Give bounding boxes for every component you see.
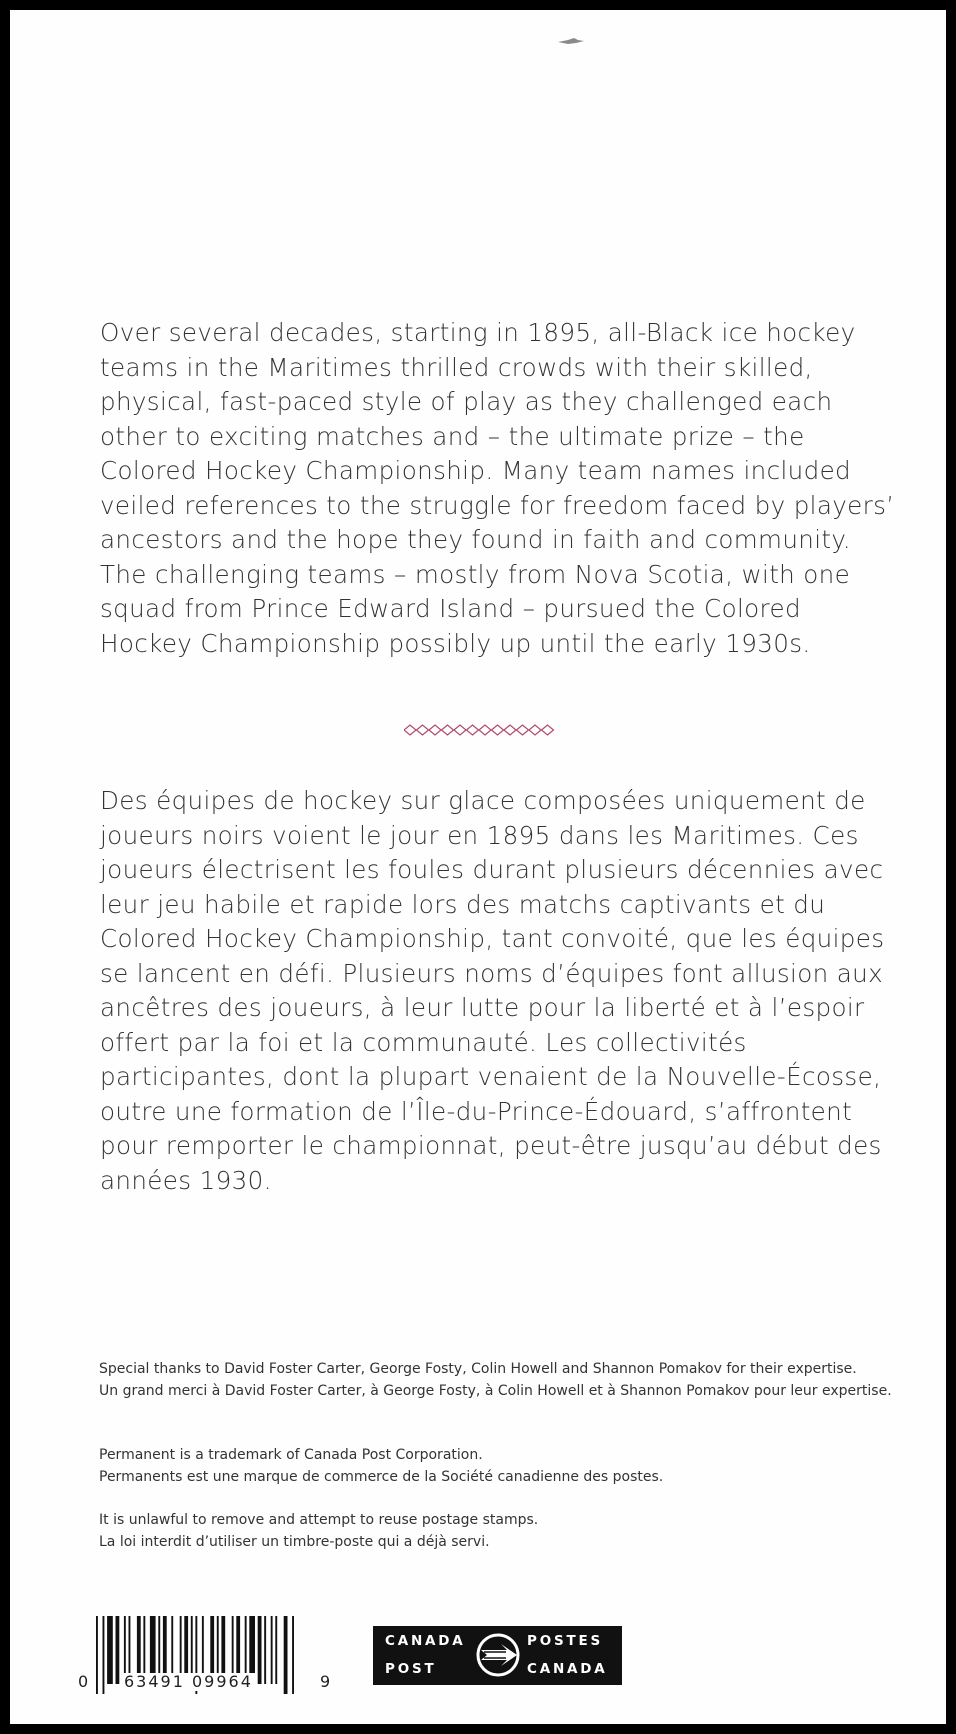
logo-canada-en: CANADA: [385, 1633, 466, 1649]
barcode-bar: [103, 1616, 105, 1694]
thanks-english: Special thanks to David Foster Carter, George Fosty, Colin Howell and Shannon Pomakov for their expertise.: [99, 1361, 857, 1377]
barcode-bar: [271, 1616, 273, 1684]
barcode-right-digit: 9: [320, 1672, 333, 1691]
barcode-bar: [284, 1616, 288, 1694]
french-paragraph: Des équipes de hockey sur glace composées uniquement de joueurs noirs voient le jour en 1895 dans les Maritimes. Ces joueurs électrisent les foules durant plusieurs décennies avec leur jeu habile et rapide lors des matchs captivants et du Colored Hockey Championship, tant convoité, que les équipes se lancent en défi. Plusieurs noms d’équipes font allusion aux ancêtres des joueurs, à leur lutte pour la liberté et à l’espoir offert par la foi et la communauté. Les collectivités participantes, dont la plupart venaient de la Nouvelle-Écosse, outre une formation de l’Île-du-Prince-Édouard, s’affrontent pour remporter le championnat, peut-être jusqu’au début des années 1930.: [100, 786, 885, 1195]
divider-diamond: [529, 725, 541, 735]
logo-canada-fr: CANADA: [527, 1661, 608, 1677]
barcode-left-digit: 0: [78, 1672, 91, 1691]
divider-diamond: [442, 725, 454, 735]
barcode-bar: [264, 1616, 266, 1684]
warning-french: La loi interdit d’utiliser un timbre-poste qui a déjà servi.: [99, 1534, 490, 1550]
barcode-bar: [275, 1616, 277, 1684]
diamond-divider: [404, 723, 564, 737]
canada-post-logo: [373, 1626, 622, 1685]
print-mark: [556, 36, 586, 46]
barcode-bar: [107, 1616, 113, 1684]
barcode-middle-digits: 63491 09964: [124, 1672, 253, 1691]
divider-diamond: [404, 725, 416, 735]
thanks-french: Un grand merci à David Foster Carter, à George Fosty, à Colin Howell et à Shannon Pomakov pour leur expertise.: [99, 1383, 892, 1399]
logo-post: POST: [385, 1661, 437, 1677]
divider-diamond: [454, 725, 466, 735]
trademark-english: Permanent is a trademark of Canada Post Corporation.: [99, 1447, 483, 1463]
thanks-note: [99, 1358, 919, 1402]
upc-barcode: [82, 1616, 352, 1708]
divider-diamond: [504, 725, 516, 735]
divider-diamond: [467, 725, 479, 735]
barcode-bar: [96, 1616, 98, 1694]
divider-diamond: [492, 725, 504, 735]
divider-diamond: [517, 725, 529, 735]
english-paragraph: Over several decades, starting in 1895, all-Black ice hockey teams in the Maritimes thrilled crowds with their skilled, physical, fast-paced style of play as they challenged each other to exciting matches and – the ultimate prize – the Colored Hockey Championship. Many team names included veiled references to the struggle for freedom faced by players’ ancestors and the hope they found in faith and community. The challenging teams – mostly from Nova Scotia, with one squad from Prince Edward Island – pursued the Colored Hockey Championship possibly up until the early 1930s.: [100, 318, 895, 658]
divider-diamond: [542, 725, 554, 735]
trademark-note: [99, 1444, 919, 1488]
divider-diamond: [417, 725, 429, 735]
canada-post-emblem-icon: [473, 1630, 523, 1680]
barcode-bar: [258, 1616, 262, 1684]
barcode-bar: [292, 1616, 294, 1694]
barcode-bar: [116, 1616, 120, 1684]
divider-diamond: [429, 725, 441, 735]
divider-diamond: [479, 725, 491, 735]
booklet-back-cover: [10, 10, 946, 1724]
logo-postes: POSTES: [527, 1633, 604, 1649]
trademark-french: Permanents est une marque de commerce de la Société canadienne des postes.: [99, 1469, 664, 1485]
reuse-warning: [99, 1509, 919, 1553]
warning-english: It is unlawful to remove and attempt to reuse postage stamps.: [99, 1512, 539, 1528]
